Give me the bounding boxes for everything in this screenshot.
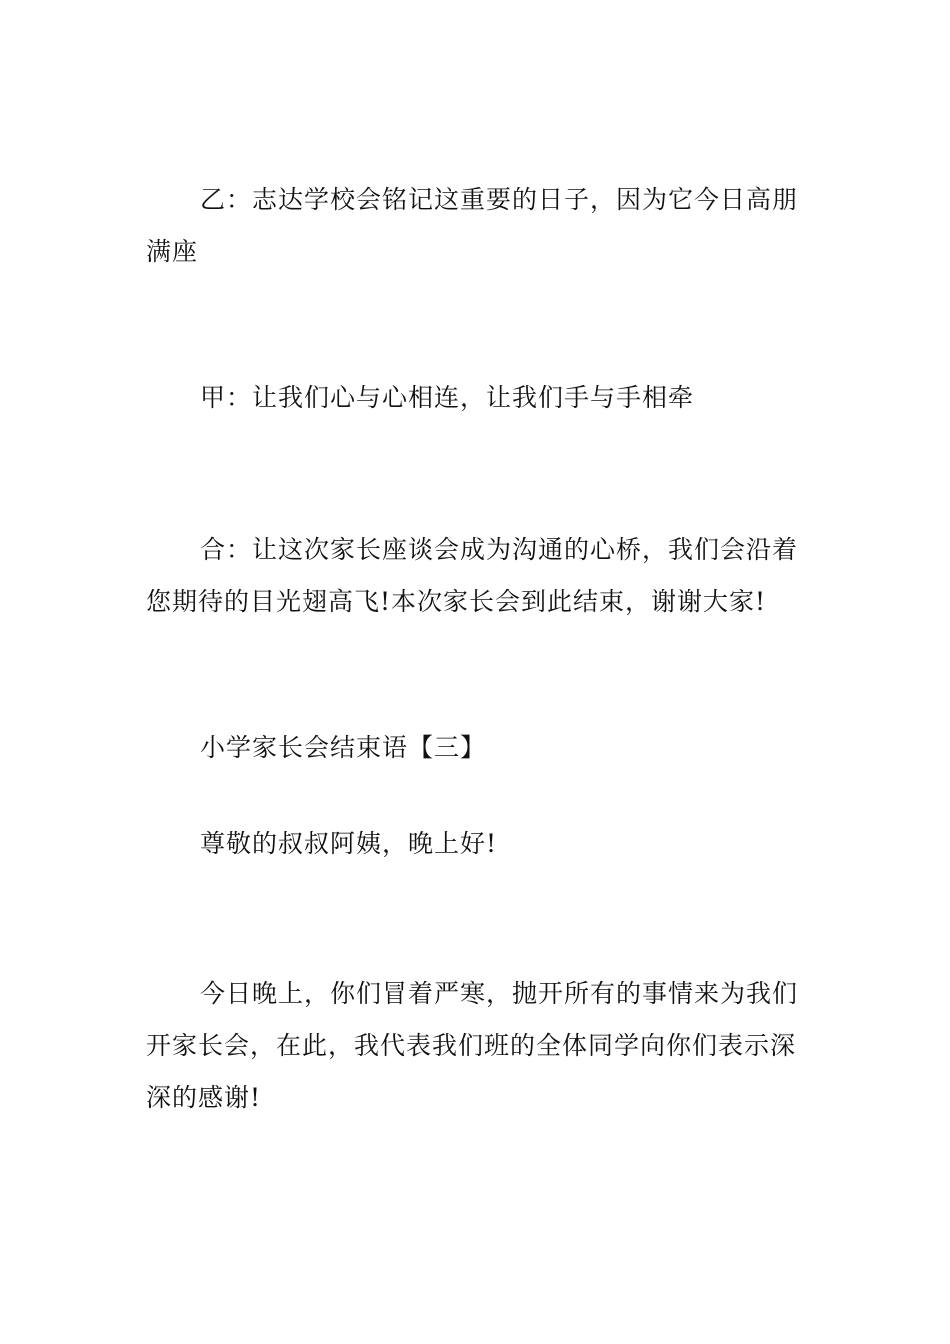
- paragraph-he-line: 合：让这次家长座谈会成为沟通的心桥，我们会沿着您期待的目光翅高飞!本次家长会到此结束，谢谢大家!: [146, 535, 799, 616]
- paragraph-thanks: 今日晚上，你们冒着严寒，抛开所有的事情来为我们开家长会，在此，我代表我们班的全体同学向你们表示深深的感谢!: [146, 979, 799, 1112]
- paragraph-greeting: 尊敬的叔叔阿姨，晚上好!: [200, 829, 498, 858]
- section-heading: 小学家长会结束语【三】: [200, 733, 487, 762]
- paragraph-jia-line: 甲：让我们心与心相连，让我们手与手相牵: [200, 383, 695, 412]
- paragraph-yi-line: 乙：志达学校会铭记这重要的日子，因为它今日高朋满座: [146, 185, 799, 266]
